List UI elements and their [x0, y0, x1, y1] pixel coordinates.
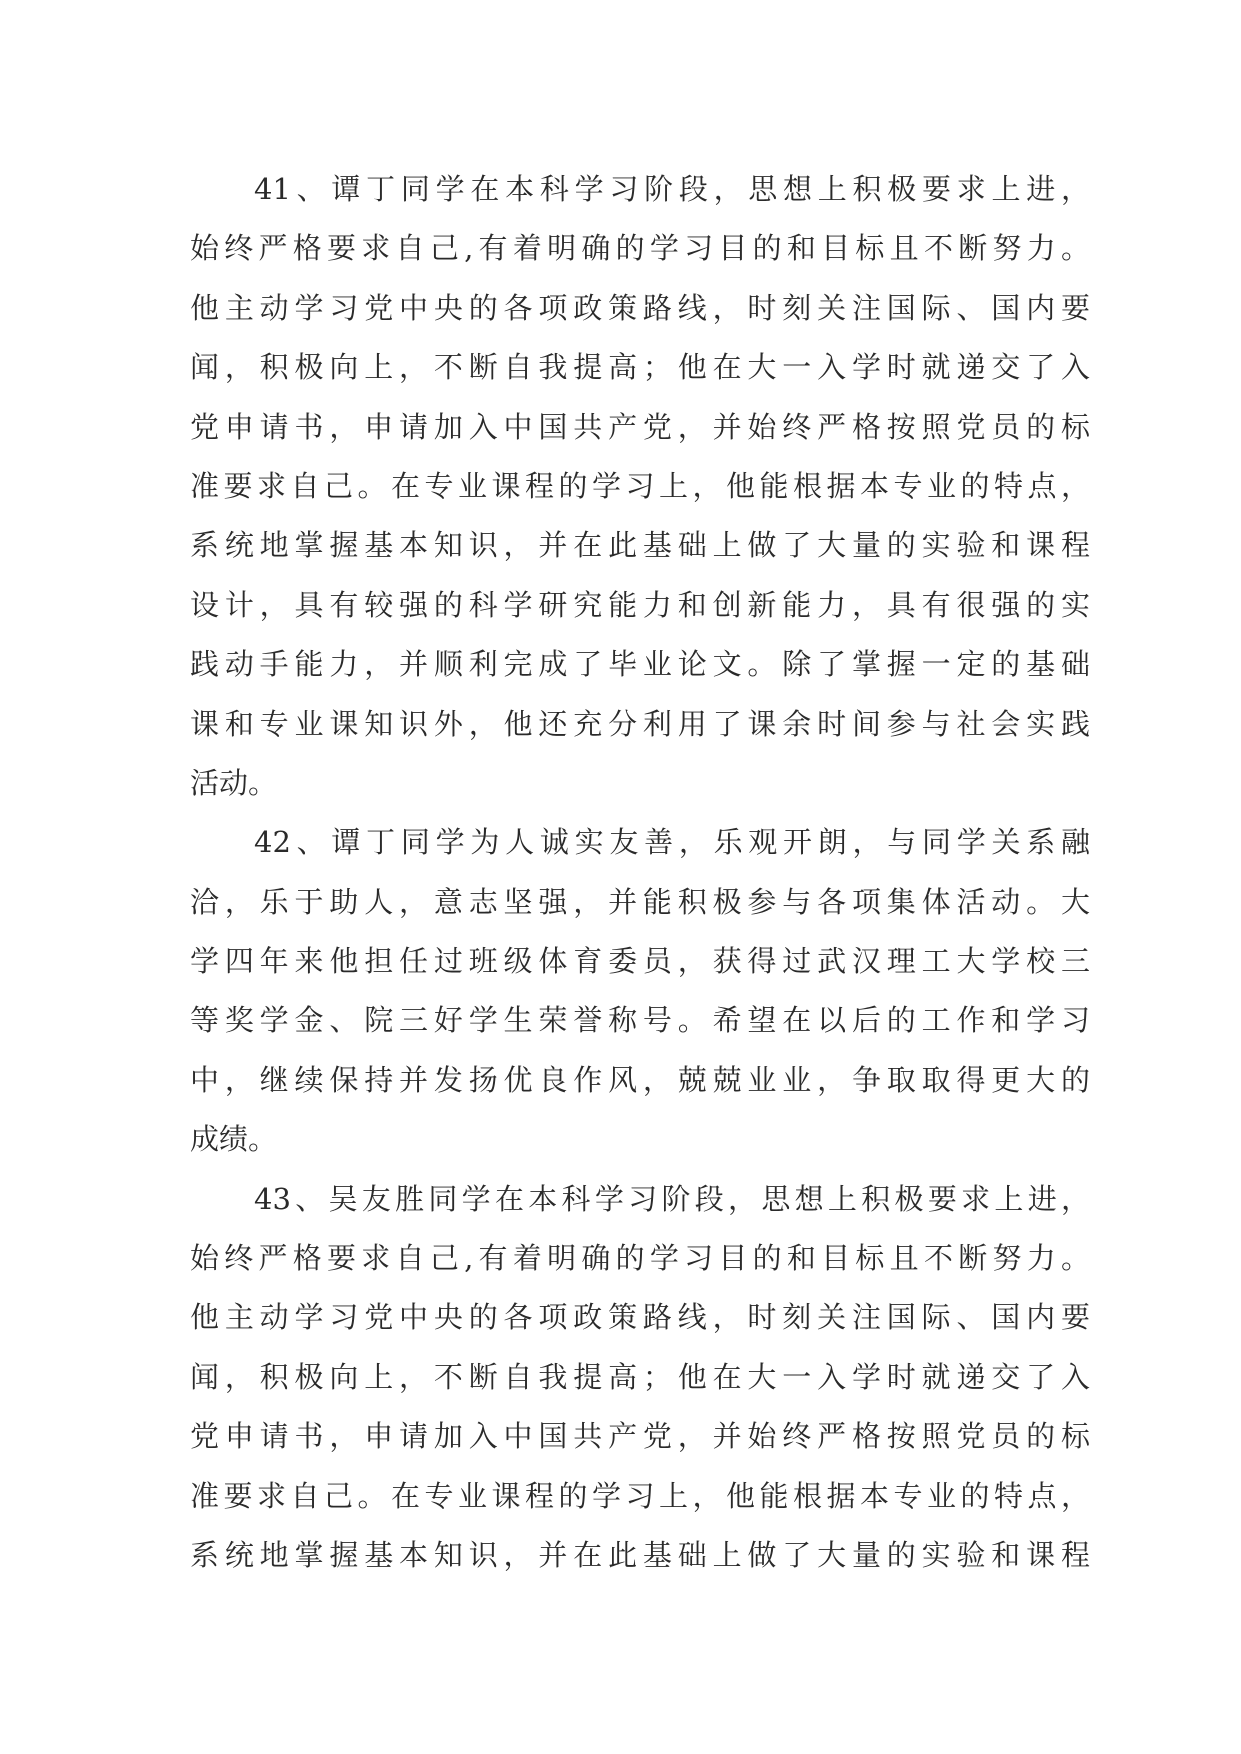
- text-line: 42、谭丁同学为人诚实友善，乐观开朗，与同学关系融: [254, 825, 1090, 860]
- text-line: 始终严格要求自己,有着明确的学习目的和目标且不断努力。: [190, 231, 1090, 266]
- text-line: 系统地掌握基本知识，并在此基础上做了大量的实验和课程: [190, 1537, 1090, 1572]
- text-line: 准要求自己。在专业课程的学习上，他能根据本专业的特点，: [190, 1478, 1090, 1513]
- text-line: 他主动学习党中央的各项政策路线，时刻关注国际、国内要: [190, 1300, 1090, 1335]
- text-line: 党申请书，申请加入中国共产党，并始终严格按照党员的标: [190, 409, 1090, 444]
- text-line: 准要求自己。在专业课程的学习上，他能根据本专业的特点，: [190, 468, 1090, 503]
- text-line: 成绩。: [190, 1122, 278, 1157]
- text-line: 学四年来他担任过班级体育委员，获得过武汉理工大学校三: [190, 944, 1090, 979]
- text-line: 43、吴友胜同学在本科学习阶段，思想上积极要求上进，: [254, 1181, 1090, 1216]
- text-line: 洽，乐于助人，意志坚强，并能积极参与各项集体活动。大: [190, 884, 1090, 919]
- text-line: 设计，具有较强的科学研究能力和创新能力，具有很强的实: [190, 587, 1090, 622]
- paragraph-41: [190, 160, 1090, 813]
- paragraph-43: [190, 1170, 1090, 1586]
- text-line: 党申请书，申请加入中国共产党，并始终严格按照党员的标: [190, 1419, 1090, 1454]
- text-line: 他主动学习党中央的各项政策路线，时刻关注国际、国内要: [190, 290, 1090, 325]
- document-body: [190, 160, 1090, 1585]
- text-line: 闻，积极向上，不断自我提高；他在大一入学时就递交了入: [190, 1359, 1090, 1394]
- text-line: 践动手能力，并顺利完成了毕业论文。除了掌握一定的基础: [190, 647, 1090, 682]
- text-line: 等奖学金、院三好学生荣誉称号。希望在以后的工作和学习: [190, 1003, 1090, 1038]
- paragraph-42: [190, 813, 1090, 1169]
- text-line: 41、谭丁同学在本科学习阶段，思想上积极要求上进，: [254, 172, 1090, 206]
- text-line: 中，继续保持并发扬优良作风，兢兢业业，争取取得更大的: [190, 1062, 1090, 1097]
- text-line: 闻，积极向上，不断自我提高；他在大一入学时就递交了入: [190, 350, 1090, 385]
- text-line: 始终严格要求自己,有着明确的学习目的和目标且不断努力。: [190, 1241, 1090, 1276]
- text-line: 活动。: [190, 765, 278, 800]
- text-line: 系统地掌握基本知识，并在此基础上做了大量的实验和课程: [190, 528, 1090, 563]
- text-line: 课和专业课知识外，他还充分利用了课余时间参与社会实践: [190, 706, 1090, 741]
